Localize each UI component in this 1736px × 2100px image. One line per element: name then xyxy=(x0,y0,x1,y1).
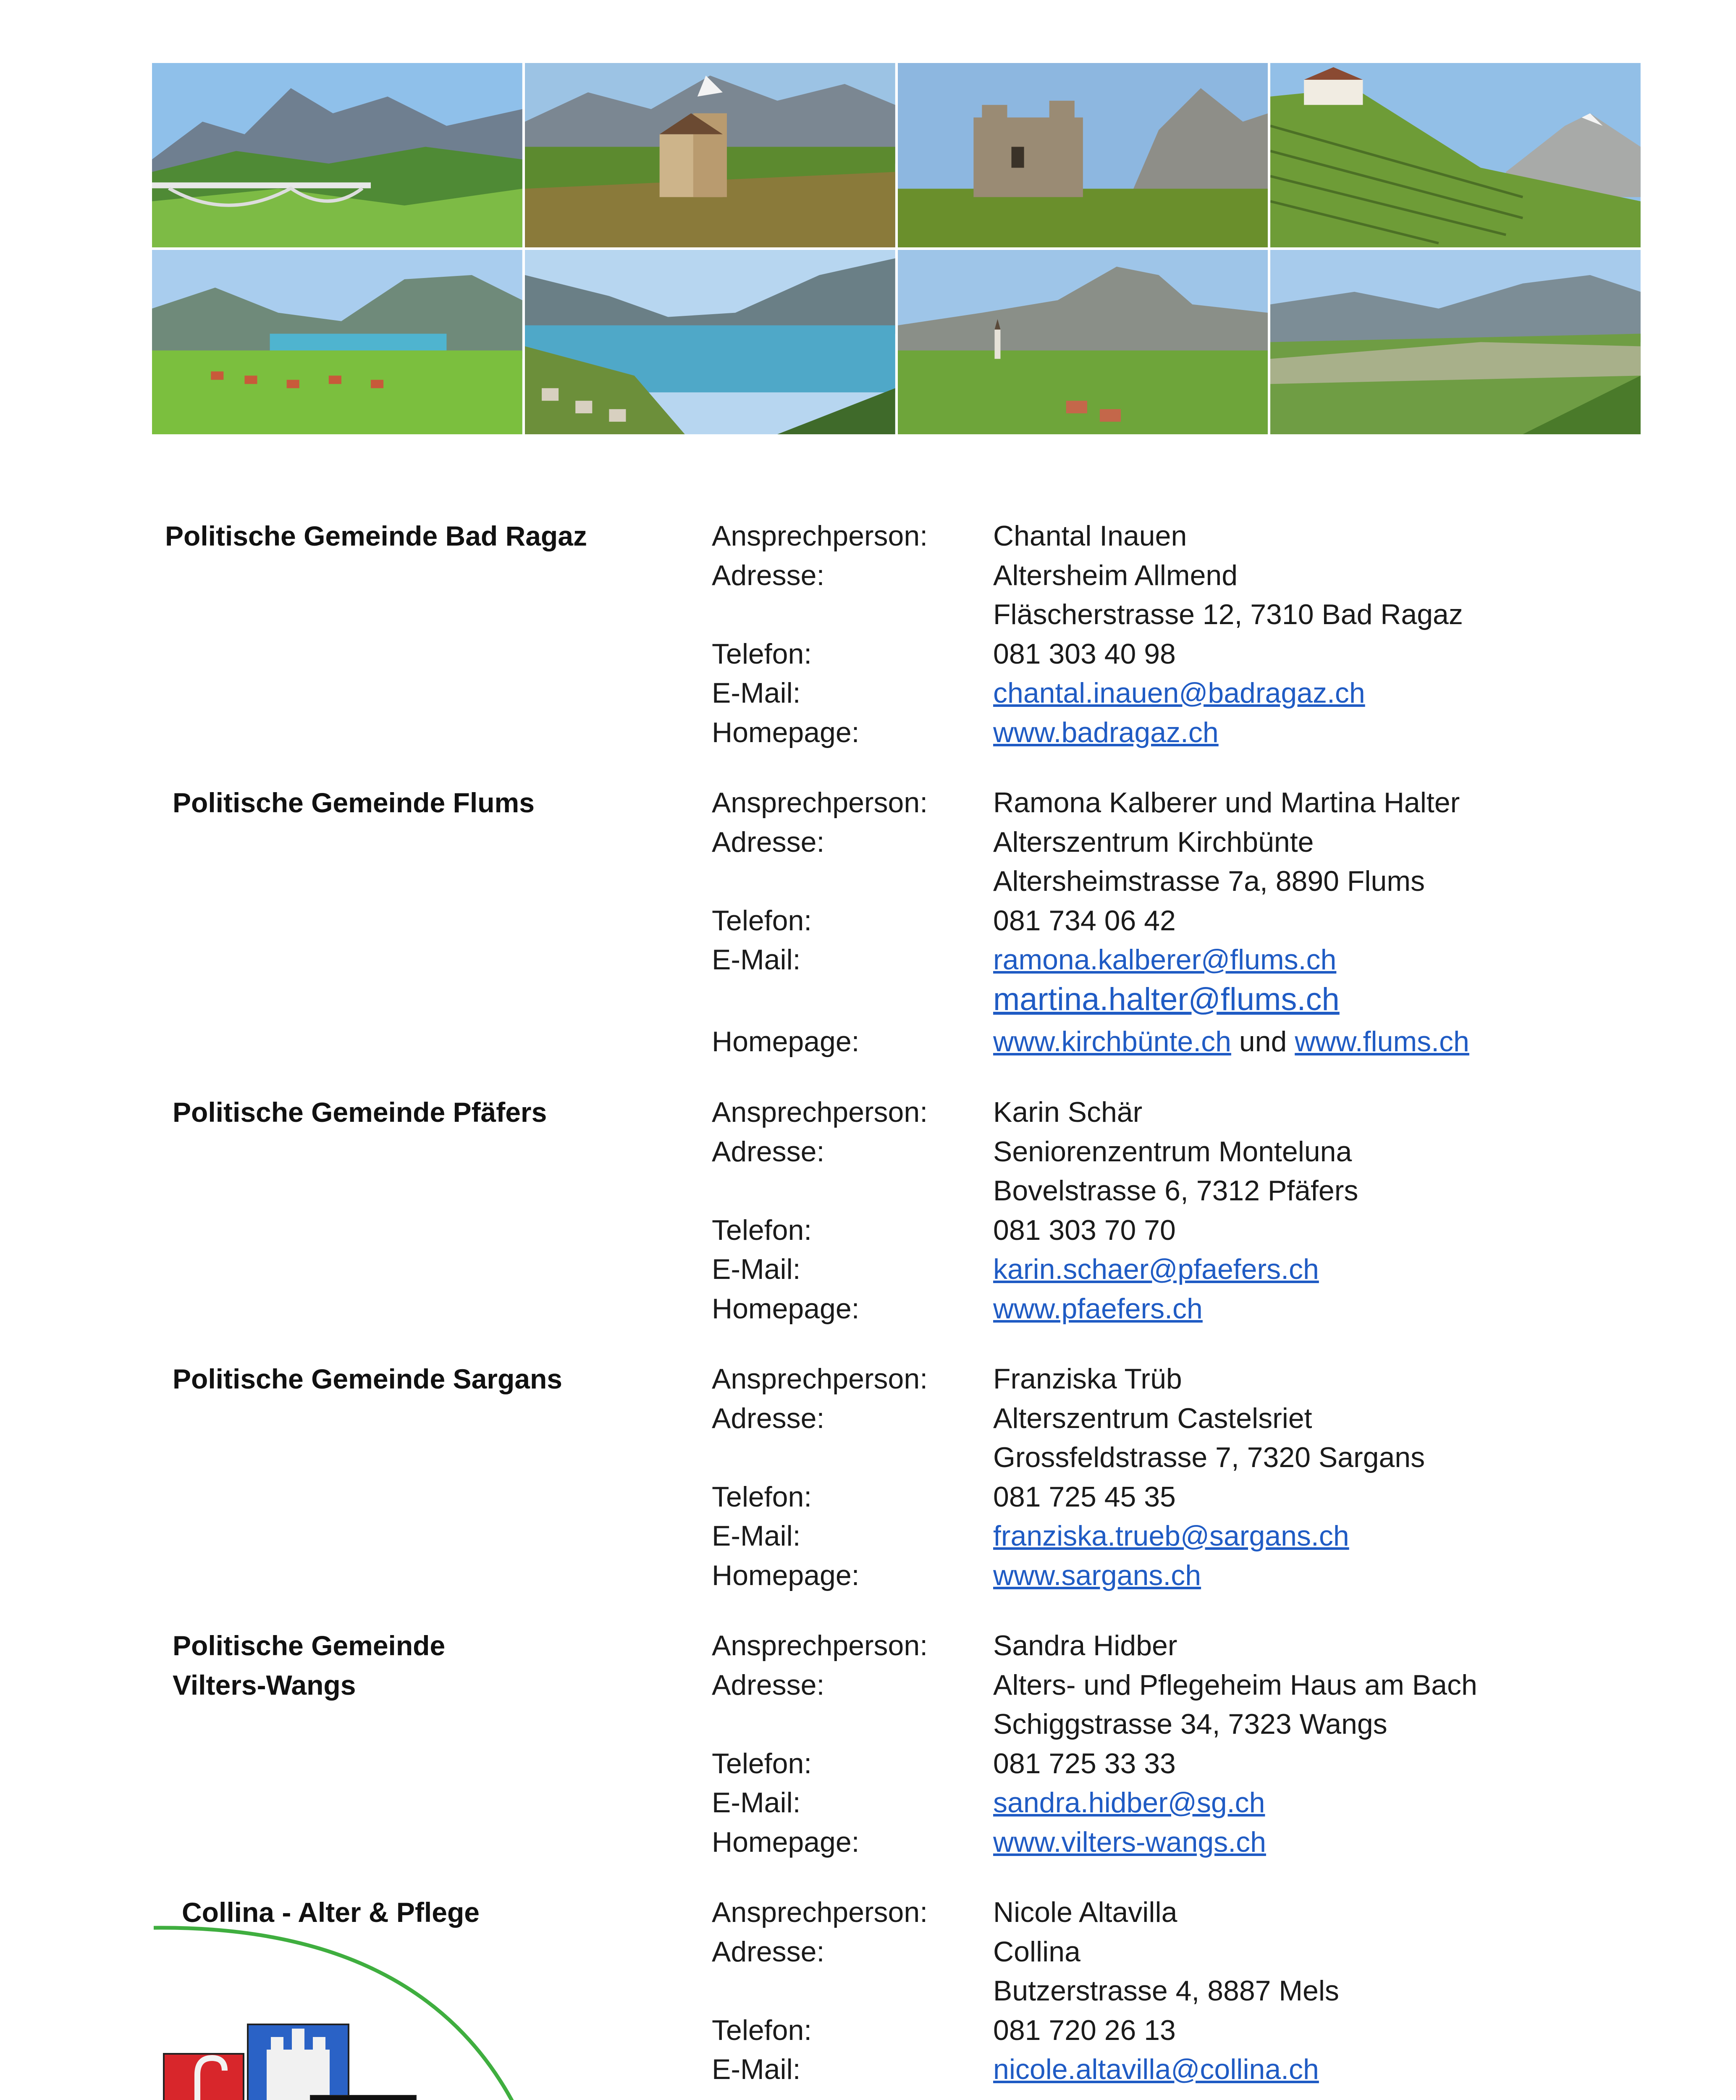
homepage-label: Homepage: xyxy=(712,1025,860,1058)
phone-number: 081 720 26 13 xyxy=(993,2014,1176,2046)
bridge-valley-photo xyxy=(152,63,522,247)
homepage-link[interactable]: www.sargans.ch xyxy=(993,1559,1201,1591)
castle-ruin-photo xyxy=(898,63,1268,247)
org-name-line-1: Politische Gemeinde xyxy=(173,1630,446,1661)
email-link[interactable]: franziska.trueb@sargans.ch xyxy=(993,1520,1349,1552)
field-values xyxy=(993,517,1463,752)
email-label: E-Mail: xyxy=(712,944,801,976)
contact-label: Ansprechperson: xyxy=(712,787,928,819)
village-valley-photo xyxy=(898,250,1268,434)
shield-red-crozier-icon xyxy=(164,2054,244,2100)
address-label: Adresse: xyxy=(712,1402,825,1434)
phone-label: Telefon: xyxy=(712,638,812,670)
homepage-label: Homepage: xyxy=(712,1559,860,1591)
org-name: Politische Gemeinde Flums xyxy=(173,787,535,818)
org-name xyxy=(173,1626,445,1705)
email-label: E-Mail: xyxy=(712,1253,801,1285)
homepage-label: Homepage: xyxy=(712,1826,860,1858)
phone-label: Telefon: xyxy=(712,1747,812,1780)
address-line-2: Bovelstrasse 6, 7312 Pfäfers xyxy=(993,1175,1358,1207)
field-labels xyxy=(712,517,928,752)
field-labels xyxy=(712,1093,928,1328)
homepage-link[interactable]: www.badragaz.ch xyxy=(993,716,1219,748)
homepage-label: Homepage: xyxy=(712,1292,860,1325)
email-link-2[interactable]: martina.halter@flums.ch xyxy=(993,981,1340,1017)
address-line-1: Seniorenzentrum Monteluna xyxy=(993,1135,1352,1168)
phone-number: 081 303 40 98 xyxy=(993,638,1176,670)
email-link[interactable]: ramona.kalberer@flums.ch xyxy=(993,944,1337,976)
coats-of-arms-logo xyxy=(160,2003,504,2100)
address-line-2: Fläscherstrasse 12, 7310 Bad Ragaz xyxy=(993,598,1463,630)
org-name: Politische Gemeinde Pfäfers xyxy=(173,1097,547,1128)
address-line-2: Schiggstrasse 34, 7323 Wangs xyxy=(993,1708,1387,1740)
field-values xyxy=(993,783,1469,1061)
email-link[interactable]: karin.schaer@pfaefers.ch xyxy=(993,1253,1319,1285)
castle-sargans-photo xyxy=(525,63,895,247)
org-name-line-2: Vilters-Wangs xyxy=(173,1669,356,1701)
email-link[interactable]: nicole.altavilla@collina.ch xyxy=(993,2053,1319,2085)
homepage-label: Homepage: xyxy=(712,716,860,748)
field-values xyxy=(993,1360,1425,1595)
contact-person: Chantal Inauen xyxy=(993,520,1187,552)
contact-person: Franziska Trüb xyxy=(993,1363,1182,1395)
contact-label: Ansprechperson: xyxy=(712,1896,928,1928)
email-link[interactable]: sandra.hidber@sg.ch xyxy=(993,1787,1265,1819)
phone-label: Telefon: xyxy=(712,904,812,937)
email-label: E-Mail: xyxy=(712,677,801,709)
org-name: Politische Gemeinde Sargans xyxy=(173,1363,562,1394)
phone-number: 081 725 45 35 xyxy=(993,1480,1176,1513)
homepage-link[interactable]: www.pfaefers.ch xyxy=(993,1292,1203,1325)
homepage-link[interactable]: www.vilters-wangs.ch xyxy=(993,1826,1266,1858)
field-values xyxy=(993,1093,1358,1328)
contact-person: Sandra Hidber xyxy=(993,1630,1177,1662)
contact-person: Karin Schär xyxy=(993,1096,1143,1128)
org-name: Politische Gemeinde Bad Ragaz xyxy=(165,520,587,551)
address-label: Adresse: xyxy=(712,1669,825,1701)
address-line-2: Altersheimstrasse 7a, 8890 Flums xyxy=(993,865,1425,897)
phone-number: 081 725 33 33 xyxy=(993,1747,1176,1780)
address-line-2: Butzerstrasse 4, 8887 Mels xyxy=(993,1975,1339,2007)
address-line-1: Altersheim Allmend xyxy=(993,559,1238,591)
shield-goose-icon xyxy=(311,2096,416,2100)
org-name: Collina - Alter & Pflege xyxy=(182,1897,480,1928)
field-values xyxy=(993,1626,1477,1862)
homepage-link-2[interactable]: www.flums.ch xyxy=(1295,1025,1469,1058)
contact-label: Ansprechperson: xyxy=(712,1096,928,1128)
contact-label: Ansprechperson: xyxy=(712,520,928,552)
field-values xyxy=(993,1893,1339,2090)
phone-number: 081 734 06 42 xyxy=(993,904,1176,937)
phone-label: Telefon: xyxy=(712,1214,812,1246)
address-line-1: Collina xyxy=(993,1935,1080,1968)
vineyard-mountain-photo xyxy=(1270,63,1641,247)
phone-label: Telefon: xyxy=(712,2014,812,2046)
email-label: E-Mail: xyxy=(712,1787,801,1819)
field-labels xyxy=(712,1626,928,1862)
address-label: Adresse: xyxy=(712,826,825,858)
lake-village-photo xyxy=(152,250,522,434)
address-label: Adresse: xyxy=(712,1135,825,1168)
phone-number: 081 303 70 70 xyxy=(993,1214,1176,1246)
photo-banner xyxy=(152,63,1641,434)
email-label: E-Mail: xyxy=(712,2053,801,2085)
address-label: Adresse: xyxy=(712,559,825,591)
address-line-1: Alterszentrum Kirchbünte xyxy=(993,826,1314,858)
email-link[interactable]: chantal.inauen@badragaz.ch xyxy=(993,677,1365,709)
contact-label: Ansprechperson: xyxy=(712,1630,928,1662)
address-line-1: Alters- und Pflegeheim Haus am Bach xyxy=(993,1669,1477,1701)
contact-person: Nicole Altavilla xyxy=(993,1896,1177,1928)
phone-label: Telefon: xyxy=(712,1480,812,1513)
contact-person: Ramona Kalberer und Martina Halter xyxy=(993,787,1460,819)
homepage-separator: und xyxy=(1239,1025,1287,1058)
homepage-link[interactable]: www.kirchbünte.ch xyxy=(993,1025,1231,1058)
field-labels xyxy=(712,1360,928,1595)
address-label: Adresse: xyxy=(712,1935,825,1968)
email-label: E-Mail: xyxy=(712,1520,801,1552)
field-labels xyxy=(712,1893,928,2090)
walensee-photo xyxy=(525,250,895,434)
address-line-1: Alterszentrum Castelsriet xyxy=(993,1402,1312,1434)
rhine-valley-photo xyxy=(1270,250,1641,434)
field-labels xyxy=(712,783,928,1061)
contact-label: Ansprechperson: xyxy=(712,1363,928,1395)
address-line-2: Grossfeldstrasse 7, 7320 Sargans xyxy=(993,1441,1425,1473)
shield-blue-castle-icon xyxy=(248,2024,349,2100)
